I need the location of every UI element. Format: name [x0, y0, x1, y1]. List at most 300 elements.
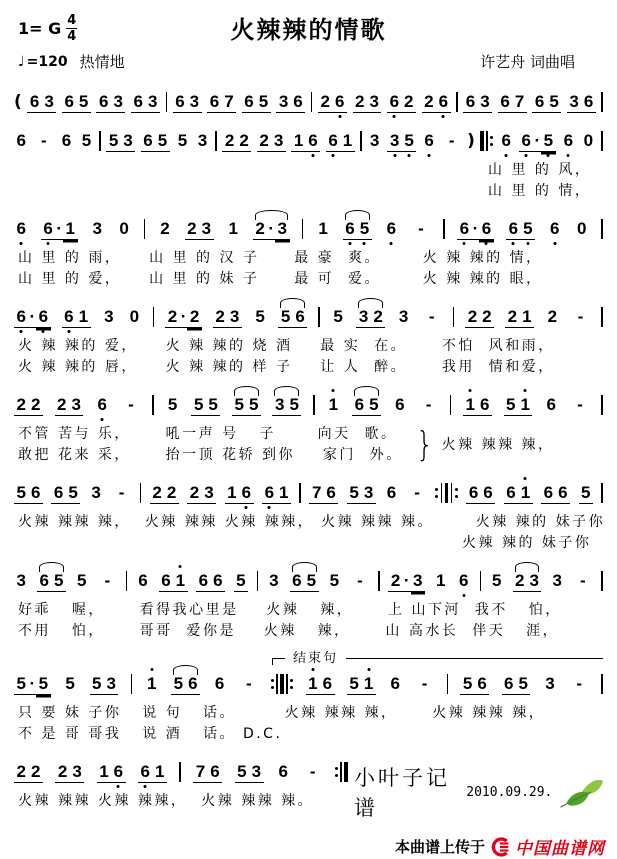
note: 6 [186, 674, 200, 695]
note: 6 [173, 92, 187, 113]
note-group [239, 674, 259, 694]
note-group [318, 92, 347, 113]
note: 6 [138, 571, 148, 590]
note-group [55, 762, 84, 783]
bar-line [299, 483, 301, 503]
note-group [506, 219, 535, 240]
note-group [14, 219, 28, 239]
score-body [12, 82, 605, 745]
bar-line [257, 571, 259, 591]
note: 6 [386, 483, 397, 502]
notes-row [14, 209, 603, 240]
repeat-bar [280, 674, 284, 694]
note-group [262, 483, 291, 504]
note: 1 [76, 307, 90, 328]
note-group [90, 219, 104, 239]
note: 2 [160, 219, 170, 238]
note: 5 [235, 762, 249, 783]
note: 7 [512, 92, 526, 113]
note: 6 [62, 92, 76, 113]
notes-row [14, 752, 348, 783]
note: 5 [66, 483, 80, 504]
site-logo-icon [490, 837, 510, 857]
note-group [222, 131, 251, 152]
note-group [541, 483, 570, 504]
note: 3 [478, 92, 492, 113]
note: 3 [69, 395, 83, 416]
bar-line [302, 219, 304, 239]
note: 5 [51, 571, 65, 592]
note: 2 [213, 307, 227, 328]
note: 3 [111, 92, 125, 113]
note-group [303, 762, 323, 782]
note-group [306, 674, 335, 695]
note: 5 [155, 131, 169, 152]
note: 2 [388, 571, 402, 592]
note-group [352, 395, 381, 416]
note: - [246, 674, 252, 693]
bar-line [318, 307, 320, 327]
note: 2 [257, 131, 271, 152]
note: 6 [207, 92, 221, 113]
note-group [387, 92, 416, 113]
note: 6 [581, 92, 595, 113]
note-group [504, 395, 533, 416]
note: 6 [290, 571, 304, 592]
note-group [272, 395, 301, 416]
note: - [41, 131, 47, 150]
note: 5 [76, 92, 90, 113]
note: 3 [271, 131, 285, 152]
bar-line [166, 92, 168, 112]
note: 6 [519, 131, 533, 152]
ending-phrase-marker [272, 651, 603, 666]
tempo-mood: 热情地 [79, 53, 125, 71]
lyric-row: 不用 怕， 哥哥 爱你是 火辣 辣， 山 高水长 伴天 涯， [18, 623, 560, 639]
note-group [165, 307, 202, 328]
note: 3 [552, 571, 562, 590]
repeat-bar [340, 762, 342, 782]
repeat-sign [271, 674, 294, 694]
note-group [195, 131, 209, 151]
note: 2 [14, 762, 28, 783]
marker-tick [272, 658, 285, 665]
note: 5 [304, 571, 318, 592]
lyric-row: 山 里 的 雨， 山 里 的 汉 子 最 豪 爽。 火 辣 辣的 情， [18, 250, 543, 266]
note: 5 [460, 674, 474, 695]
note-group [466, 483, 495, 504]
repeat-bar [286, 674, 288, 694]
repeat-dot [455, 488, 458, 491]
repeat-dot [455, 495, 458, 498]
note: 1 [340, 131, 354, 152]
note: 1 [153, 762, 167, 783]
note: 3 [356, 307, 370, 328]
note-group [117, 219, 131, 239]
note-group [545, 307, 559, 327]
note: 2 [222, 131, 236, 152]
note: - [576, 674, 583, 693]
key-name: 1= G [18, 19, 62, 38]
note-group [97, 762, 126, 783]
time-numerator: 4 [67, 13, 77, 28]
note-group [253, 219, 290, 240]
note-group [422, 92, 451, 113]
note: 0 [119, 219, 129, 238]
note: 5 [547, 92, 561, 113]
note-group [185, 219, 214, 240]
note: 3 [269, 571, 279, 590]
repeat-dot [435, 495, 438, 498]
note: 0 [583, 131, 594, 150]
parenthesis: ( [14, 92, 22, 112]
note: 6 [390, 674, 400, 693]
note: 6 [278, 762, 288, 781]
note: 5 [347, 483, 361, 504]
note: 6 [477, 395, 491, 416]
note: 6 [306, 131, 320, 152]
note: 6 [62, 307, 76, 328]
lyric-row: 火 辣 辣的 唇， 火 辣 辣的 样 子 让 人 醉。 我用 情和爱， [18, 359, 555, 375]
lyric-brace-group [414, 424, 555, 466]
note-group [171, 674, 200, 695]
lyric-row: 火辣 辣辣 火辣 辣辣， 火辣 辣辣 辣。 [18, 793, 315, 809]
lyric-row: 好乖 喔， 看得我心里是 火辣 辣， 上 山下河 我不 怕， [18, 602, 562, 618]
note-group [465, 307, 494, 328]
tempo-marking [18, 51, 125, 72]
note: 6 [262, 483, 276, 504]
note-group [569, 674, 589, 694]
note: 5 [333, 307, 343, 326]
note-group [463, 92, 492, 113]
note: 6 [37, 571, 51, 592]
note: 1 [97, 762, 111, 783]
note-group [543, 674, 557, 694]
note-group [213, 307, 242, 328]
note: · [472, 219, 479, 238]
note: 3 [146, 92, 160, 113]
note: - [357, 571, 363, 590]
repeat-dots [335, 762, 338, 782]
note: 7 [193, 762, 207, 783]
note-group [34, 131, 54, 151]
bar-line [144, 219, 146, 239]
repeat-dot [490, 136, 493, 139]
lyrics-block [14, 791, 348, 812]
bar-line [601, 219, 603, 239]
note-group [158, 219, 172, 239]
note: 3 [387, 131, 401, 152]
bar-line [126, 571, 128, 591]
note-group [460, 674, 489, 695]
note: 3 [398, 307, 409, 326]
lyric-row: 火 辣 辣的 爱， 火 辣 辣的 烧 酒 最 实 在。 不怕 风和雨， [18, 338, 555, 354]
ending-phrase-label: 结束句 [293, 651, 339, 666]
note: 2 [480, 307, 494, 328]
note: · [29, 307, 36, 326]
note: 6 [293, 307, 307, 328]
note: 3 [104, 674, 118, 695]
bar-line [443, 219, 445, 239]
lyric-extra-text: 火辣 辣辣 辣， [441, 436, 555, 453]
bar-line [601, 674, 603, 694]
note: - [577, 307, 584, 326]
note-group [95, 395, 109, 415]
note-group [187, 483, 216, 504]
note-group [14, 307, 51, 328]
quarter-note-icon: ♩ [18, 53, 25, 70]
note: 6 [36, 307, 50, 328]
repeat-bar [451, 483, 453, 503]
note-group [442, 131, 462, 151]
note-group [257, 131, 286, 152]
note: 6 [457, 571, 471, 591]
note-group [419, 395, 439, 415]
note: 6 [41, 219, 55, 240]
note-group [550, 571, 564, 591]
note-group [570, 395, 590, 415]
transcribe-date: 2010.09.29. [466, 784, 553, 800]
leaf-icon [559, 773, 605, 811]
lyric-row: 山 里 的 风， [488, 162, 592, 178]
note-group [331, 307, 345, 327]
note-group [79, 131, 93, 151]
note: 1 [518, 395, 532, 416]
note: 1 [228, 219, 238, 238]
score-line [14, 297, 603, 378]
note-group [89, 483, 103, 503]
note: · [29, 674, 36, 693]
note: 6 [457, 219, 471, 240]
note: 6 [546, 395, 557, 414]
note-group [353, 92, 382, 113]
note: 5 [278, 307, 292, 328]
note-group [159, 571, 188, 592]
repeat-sign [480, 131, 493, 151]
note-group [27, 92, 56, 113]
note: 6 [499, 131, 513, 151]
note-group [14, 674, 51, 695]
note: 1 [291, 131, 305, 152]
note: 2 [465, 307, 479, 328]
note: 6 [343, 219, 357, 240]
note: 6 [141, 131, 155, 152]
note-group [367, 131, 381, 151]
note: 6 [14, 219, 28, 239]
note-group [51, 483, 80, 504]
note: 2 [237, 131, 251, 152]
note: · [56, 219, 63, 238]
note: 3 [91, 483, 101, 502]
note: 3 [187, 92, 201, 113]
note: 6 [320, 674, 334, 695]
repeat-dots [490, 131, 493, 151]
note-group [422, 307, 442, 327]
note: 5 [579, 483, 593, 504]
note: 5 [167, 395, 178, 414]
bar-line [601, 395, 603, 415]
note: 6 [436, 92, 450, 113]
score-line [14, 649, 603, 745]
note: 2 [187, 483, 201, 504]
note: 5 [36, 674, 50, 695]
note-group [407, 483, 427, 503]
note: 6 [111, 762, 125, 783]
note: 5 [504, 395, 518, 416]
note: 6 [16, 131, 26, 150]
note-group [415, 674, 435, 694]
note-group [574, 219, 588, 239]
note: 6 [211, 571, 225, 592]
tempo-value: =120 [26, 53, 68, 70]
bar-line [153, 307, 155, 327]
note: 3 [199, 219, 213, 240]
note-group [457, 571, 471, 591]
note: 2 [28, 395, 42, 416]
score-line [14, 473, 606, 554]
note: 6 [387, 92, 401, 113]
note-group [14, 395, 43, 416]
repeat-bar [480, 131, 484, 151]
note: 2 [422, 92, 436, 113]
note-group [411, 219, 431, 239]
note: 6 [466, 483, 480, 504]
note: 5 [287, 395, 301, 416]
note-group [291, 131, 320, 152]
note: 2 [150, 483, 164, 504]
note: 6 [239, 483, 253, 504]
note: 6 [27, 92, 41, 113]
score-line [14, 121, 603, 202]
note: 3 [567, 92, 581, 113]
note: 5 [177, 131, 188, 150]
bar-line [601, 131, 603, 151]
lyrics-block [14, 424, 603, 466]
note: 1 [306, 674, 320, 695]
note-group [347, 483, 376, 504]
note: 6 [214, 674, 225, 693]
repeat-bar [486, 131, 488, 151]
note: 5 [367, 395, 381, 416]
note: 3 [42, 92, 56, 113]
note-group [232, 395, 261, 416]
note: · [534, 131, 541, 150]
note-group [396, 307, 410, 327]
note-group [131, 92, 160, 113]
repeat-bar [344, 762, 348, 782]
note: 6 [96, 92, 110, 113]
note: 5 [521, 219, 535, 240]
note-group [567, 92, 596, 113]
note-group [326, 395, 340, 415]
note-group [316, 219, 330, 239]
note: - [418, 219, 424, 238]
note-group [499, 131, 513, 151]
note-group [267, 571, 281, 591]
note-group [579, 483, 593, 504]
note: 3 [202, 483, 216, 504]
note: 2 [55, 395, 69, 416]
score-line [14, 561, 603, 642]
note-group [502, 674, 531, 695]
note-group [276, 92, 305, 113]
note-group [242, 92, 271, 113]
note-group [519, 131, 556, 152]
note: 2 [371, 307, 385, 328]
note-group [434, 571, 448, 591]
credits-block [350, 752, 605, 859]
lyric-row: 火辣 辣的 妹子你 [462, 535, 592, 551]
note-group [191, 395, 220, 416]
lyrics-block [14, 160, 603, 202]
note: 1 [63, 219, 77, 240]
note: 5 [492, 571, 502, 590]
note: 6 [352, 395, 366, 416]
note-group [384, 483, 398, 503]
note: 0 [576, 219, 587, 238]
bar-line [152, 395, 154, 415]
note-group [225, 483, 254, 504]
note-group [55, 395, 84, 416]
note-group [457, 219, 494, 240]
time-signature [66, 14, 77, 43]
note: 5 [14, 674, 28, 695]
note: 5 [81, 131, 92, 150]
note-group [63, 674, 77, 694]
lyric-row: 山 里 的 情， [488, 183, 592, 199]
note: 3 [92, 219, 102, 238]
note-group [62, 92, 91, 113]
lyric-row: 不管 苦与 乐， 吼一声 号 子 向天 歌。 [18, 426, 398, 442]
note: - [577, 395, 583, 414]
note-group [387, 131, 416, 152]
upload-note: 本曲谱上传于 [394, 838, 485, 856]
bar-line [601, 92, 603, 112]
lyric-row: 火辣 辣辣 辣， 火辣 辣辣 火辣 辣辣， 火辣 辣辣 辣。 火辣 辣的 妹子你 [18, 514, 606, 530]
note: 2 [28, 762, 42, 783]
bottom-row [12, 752, 605, 859]
note-group [37, 571, 66, 592]
note: 6 [324, 483, 338, 504]
note-group [207, 92, 236, 113]
note: 6 [481, 483, 495, 504]
note-group [193, 762, 222, 783]
score-line [14, 209, 603, 290]
notes-row [14, 473, 603, 504]
note: 3 [272, 395, 286, 416]
parenthesis: ) [467, 131, 475, 151]
note: - [118, 483, 125, 502]
note: 2 [402, 92, 416, 113]
repeat-sign [335, 762, 348, 782]
note-group [393, 395, 407, 415]
repeat-dot [290, 679, 293, 682]
note-group [356, 307, 385, 328]
note-group [347, 674, 376, 695]
note: 6 [504, 483, 518, 504]
note: 5 [106, 131, 120, 152]
note: 6 [548, 219, 562, 239]
repeat-dot [271, 679, 274, 682]
note-group [573, 571, 593, 591]
note: 6 [14, 307, 28, 328]
note: 6 [561, 131, 575, 151]
note-group [196, 571, 225, 592]
time-denominator: 4 [67, 29, 77, 44]
note: 1 [144, 674, 158, 694]
note-group [253, 307, 267, 327]
repeat-dot [335, 767, 338, 770]
